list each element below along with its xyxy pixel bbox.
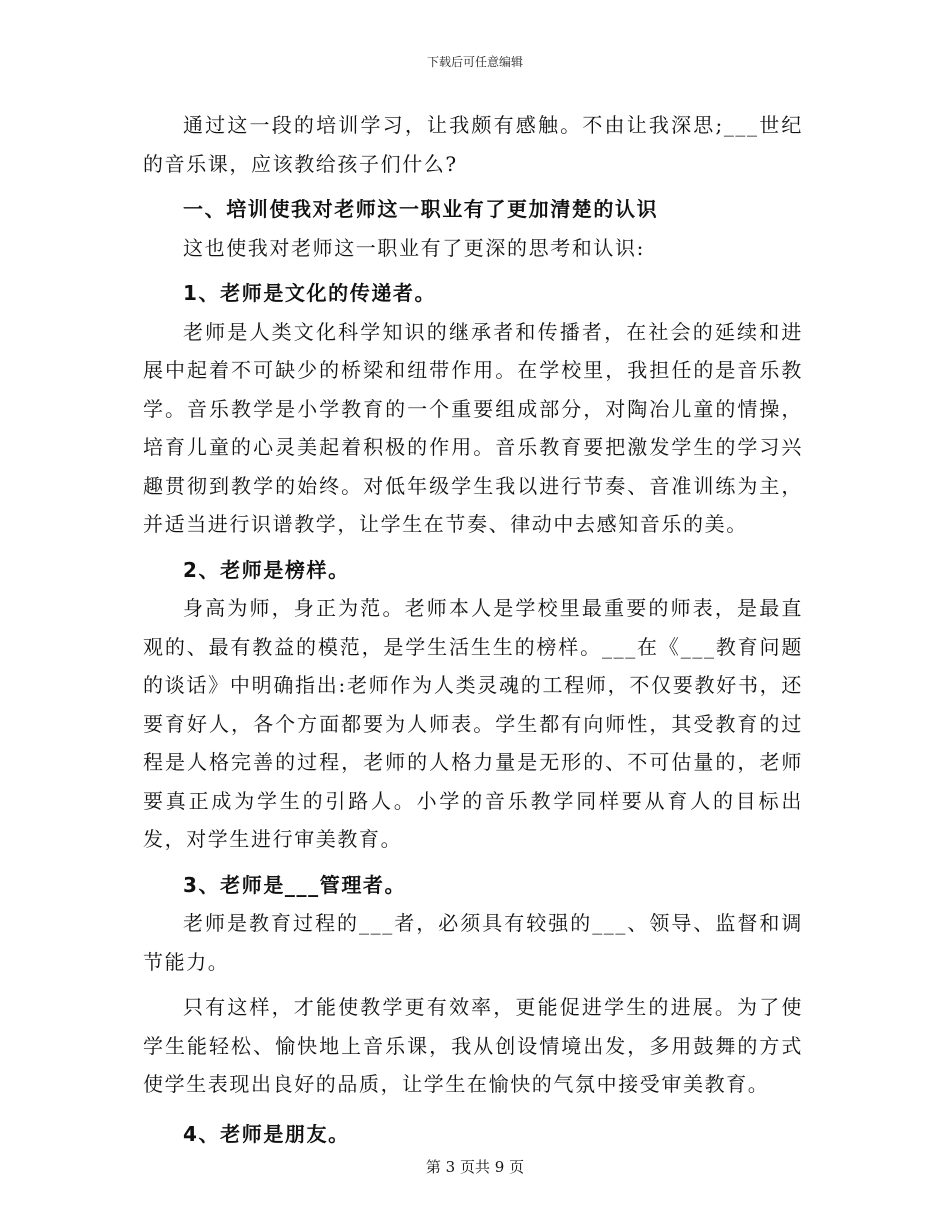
subheading-2: 2、老师是榜样。: [183, 557, 350, 582]
paragraph-3: 身高为师，身正为范。老师本人是学校里最重要的师表，是最直观的、最有教益的模范，是学生活生生的榜样。___在《___教育问题的谈话》中明确指出:老师作为人类灵魂的工程师，不仅要教好书，还要育好人，各个方面都要为人师表。学生都有向师性，其受教育的过程是人格完善的过程，老师的人格力量是无形的、不可估量的，老师要真正成为学生的引路人。小学的音乐教学同样要从育人的目标出发，对学生进行审美教育。: [143, 596, 803, 851]
paragraph-2: 老师是人类文化科学知识的继承者和传播者，在社会的延续和进展中起着不可缺少的桥梁和纽带作用。在学校里，我担任的是音乐教学。音乐教学是小学教育的一个重要组成部分，对陶冶儿童的情操，培育儿童的心灵美起着积极的作用。音乐教育要把激发学生的学习兴趣贯彻到教学的始终。对低年级学生我以进行节奏、音准训练为主，并适当进行识谱教学，让学生在节奏、律动中去感知音乐的美。: [143, 319, 803, 536]
intro-paragraph: 通过这一段的培训学习，让我颇有感触。不由让我深思;___世纪的音乐课，应该教给孩子们什么?: [143, 113, 803, 176]
subheading-3: 3、老师是___管理者。: [183, 872, 407, 897]
page-header: 下载后可任意编辑: [426, 55, 523, 69]
section-heading-1: 一、培训使我对老师这一职业有了更加清楚的认识: [183, 197, 659, 221]
paragraph-4: 老师是教育过程的___者，必须具有较强的___、领导、监督和调节能力。: [143, 911, 803, 974]
subheading-1: 1、老师是文化的传递者。: [183, 281, 437, 305]
document-body: [143, 106, 803, 1153]
paragraph-5: 只有这样，才能使教学更有效率，更能促进学生的进展。为了使学生能轻松、愉快地上音乐课，我从创设情境出发，多用鼓舞的方式使学生表现出良好的品质，让学生在愉快的气氛中接受审美教育。: [143, 995, 803, 1096]
paragraph-1: 这也使我对老师这一职业有了更深的思考和认识:: [183, 235, 645, 260]
page-footer: 第 3 页共 9 页: [425, 1158, 525, 1176]
subheading-4: 4、老师是朋友。: [183, 1121, 350, 1146]
